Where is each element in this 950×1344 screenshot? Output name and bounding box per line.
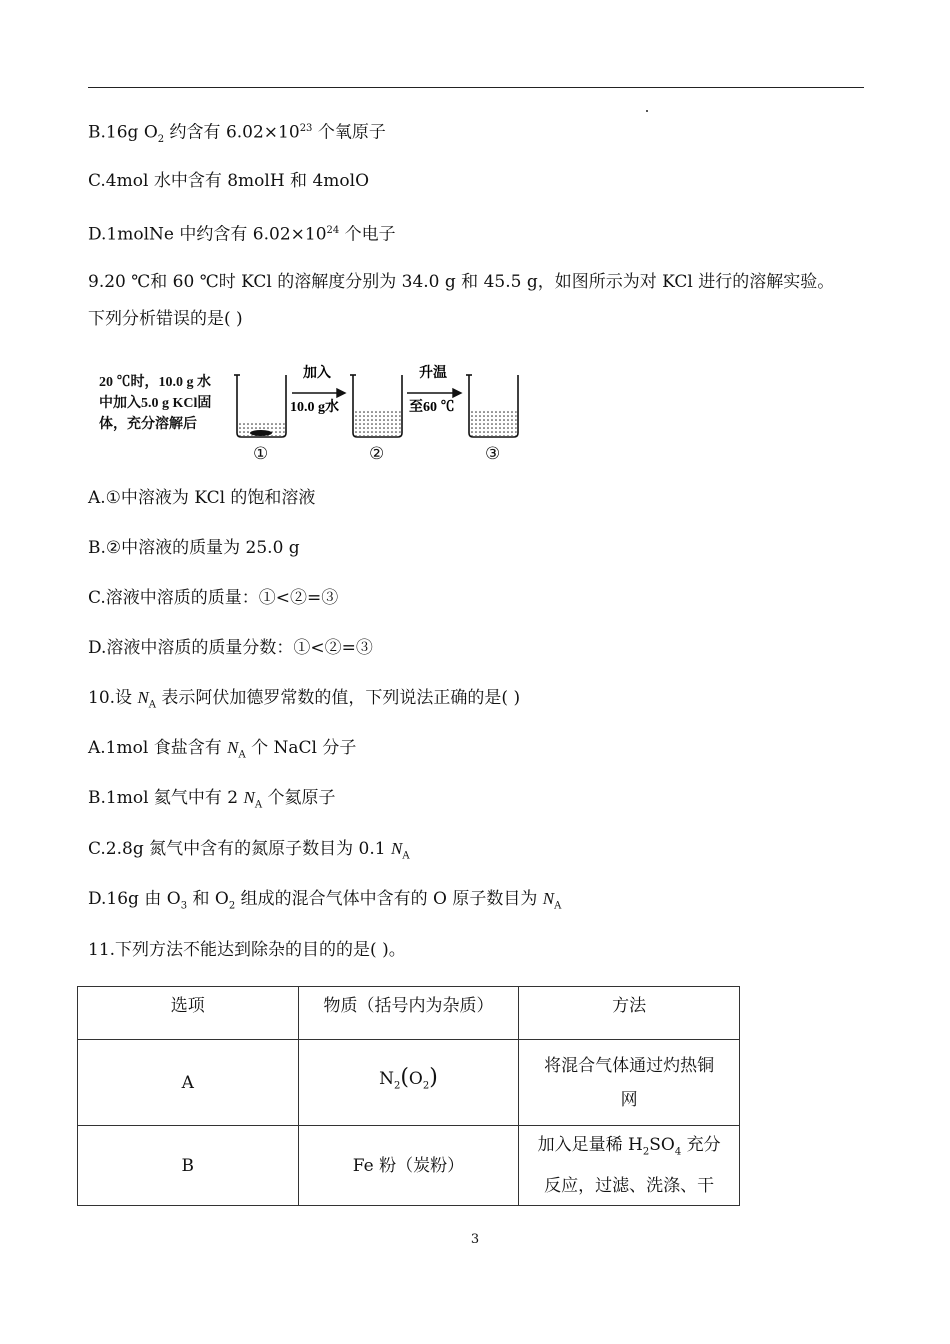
header-rule	[88, 87, 864, 88]
q10-option-a: A.1mol 食盐含有 $N_A$ 个 NaCl 分子	[88, 738, 357, 761]
q11-stem: 11.下列方法不能达到除杂的目的的是( )。	[88, 940, 406, 960]
beaker-label-2: ②	[369, 444, 385, 464]
q8-option-c: C.4mol 水中含有 8molH 和 4molO	[88, 171, 370, 191]
figure-left-text-1: 20 ℃时，10.0 g 水	[99, 375, 211, 390]
arrow-1-top-label: 加入	[303, 366, 331, 381]
q8-option-d: D.1molNe 中约含有 $6.02\times 10^{24}$ 个电子	[88, 224, 396, 245]
impurity-removal-table	[77, 986, 740, 1206]
q8-option-b: B.16g $O_2$ 约含有 $6.02\times 10^{23}$ 个氧原子	[88, 122, 386, 146]
undissolved-solid	[250, 430, 272, 436]
stray-dot	[646, 110, 648, 112]
beaker-label-3: ③	[485, 444, 501, 464]
arrow-2-top-label: 升温	[419, 366, 447, 381]
arrow-1-bottom-label: 10.0 g水	[290, 400, 339, 415]
q9-option-c: C.溶液中溶质的质量：①<②=③	[88, 588, 339, 608]
q10-option-d: D.16g 由 $O_3$ 和 $O_2$ 组成的混合气体中含有的 O 原子数目为 $N_A$	[88, 889, 562, 912]
q10-option-b: B.1mol 氦气中有 2 $N_A$ 个氦原子	[88, 788, 336, 811]
header-option: 选项	[78, 987, 299, 1040]
q9-stem-line1: 9.20 ℃和 60 ℃时 KCl 的溶解度分别为 34.0 g 和 45.5 g，如图所示为对 KCl 进行的溶解实验。	[88, 272, 835, 292]
beaker-3-solution	[471, 409, 517, 436]
row-b-substance: Fe 粉（炭粉）	[298, 1126, 519, 1206]
beaker-2-solution	[355, 409, 401, 436]
beaker-label-1: ①	[253, 444, 269, 464]
q10-option-c: C.2.8g 氮气中含有的氮原子数目为 0.1 $N_A$	[88, 839, 410, 862]
dissolution-experiment-figure	[95, 355, 535, 465]
q10-stem: 10.设 $N_A$ 表示阿伏加德罗常数的值，下列说法正确的是( )	[88, 688, 521, 711]
q9-option-b: B.②中溶液的质量为 25.0 g	[88, 538, 300, 558]
q9-option-d: D.溶液中溶质的质量分数：①<②=③	[88, 638, 373, 658]
header-substance: 物质（括号内为杂质）	[298, 987, 519, 1040]
table-row	[78, 1126, 740, 1206]
page-number: 3	[470, 1232, 480, 1247]
row-a-option: A	[78, 1040, 299, 1126]
arrow-2	[407, 389, 461, 397]
header-method: 方法	[519, 987, 740, 1040]
figure-left-text-2: 中加入5.0 g KCl固	[99, 396, 212, 411]
row-a-substance: $N_2(O_2)$	[298, 1040, 519, 1126]
arrow-1	[292, 389, 345, 397]
row-b-method: 加入足量稀 $H_2SO_4$ 充分 反应，过滤、洗涤、干	[519, 1126, 740, 1206]
q9-option-a: A.①中溶液为 KCl 的饱和溶液	[88, 488, 316, 508]
figure-left-text-3: 体，充分溶解后	[99, 417, 197, 432]
table-header-row	[78, 987, 740, 1040]
q9-stem-line2: 下列分析错误的是( )	[88, 309, 243, 329]
row-a-method: 将混合气体通过灼热铜 网	[519, 1040, 740, 1126]
arrow-2-bottom-label: 至60 ℃	[409, 400, 455, 415]
table-row	[78, 1040, 740, 1126]
row-b-option: B	[78, 1126, 299, 1206]
